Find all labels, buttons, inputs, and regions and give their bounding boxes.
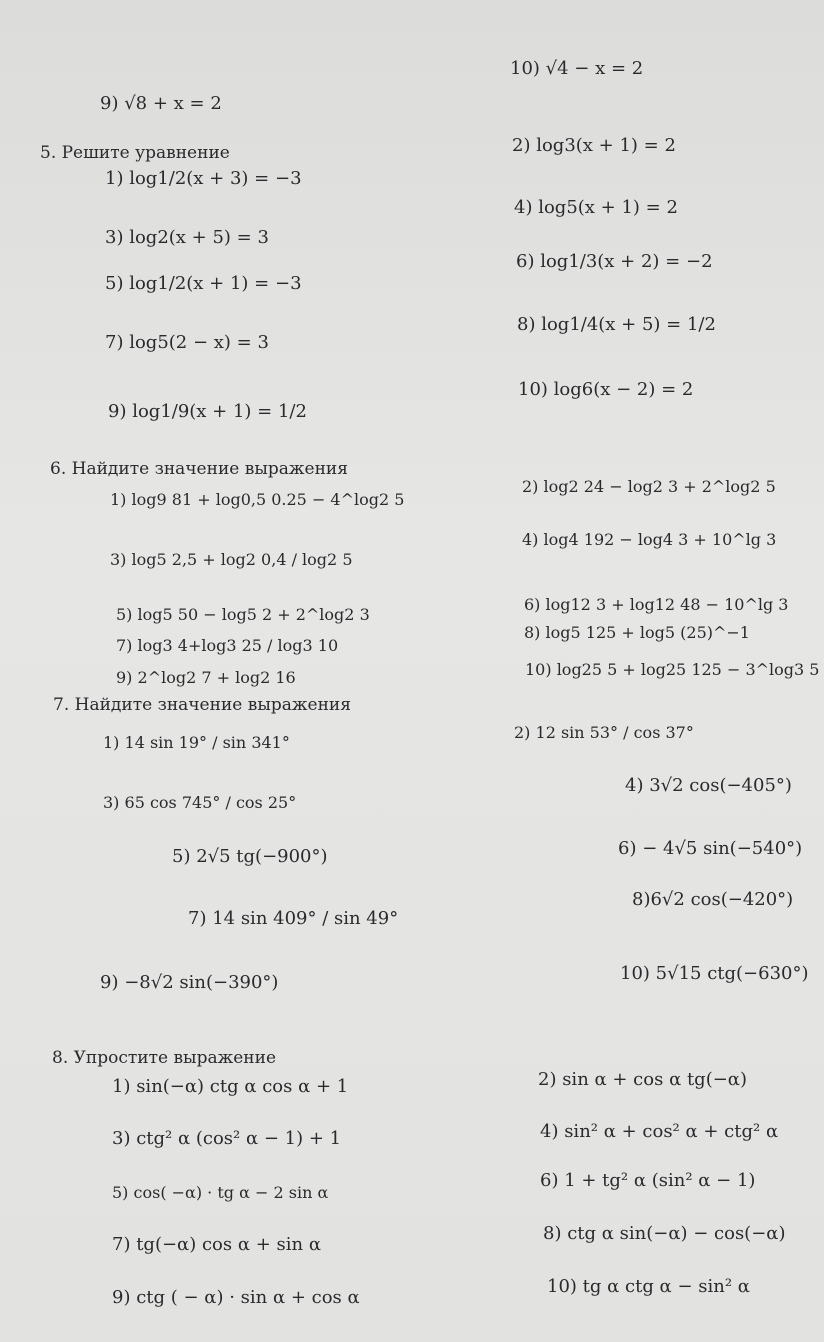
pre-item-10: 10) √4 − x = 2 [510,58,644,79]
pre-item-9: 9) √8 + x = 2 [100,93,222,114]
sec5-item-4: 4) log5(x + 1) = 2 [514,197,678,218]
sec7-item-5: 5) 2√5 tg(−900°) [172,846,328,867]
section-6-title: 6. Найдите значение выражения [50,459,348,479]
sec5-item-10: 10) log6(x − 2) = 2 [518,379,694,400]
sec5-item-1: 1) log1/2(x + 3) = −3 [105,168,302,189]
sec5-item-8: 8) log1/4(x + 5) = 1/2 [517,314,716,335]
sec5-item-3: 3) log2(x + 5) = 3 [105,227,269,248]
sec6-item-8: 8) log5 125 + log5 (25)^−1 [524,623,750,642]
sec8-item-9: 9) ctg ( − α) · sin α + cos α [112,1287,360,1308]
sec7-item-10: 10) 5√15 ctg(−630°) [620,963,809,984]
section-5-title: 5. Решите уравнение [40,143,230,163]
sec7-item-2: 2) 12 sin 53° / cos 37° [514,723,694,742]
sec8-item-10: 10) tg α ctg α − sin² α [547,1276,750,1297]
sec8-item-2: 2) sin α + cos α tg(−α) [538,1069,747,1090]
sec5-item-9: 9) log1/9(x + 1) = 1/2 [108,401,307,422]
sec8-item-8: 8) ctg α sin(−α) − cos(−α) [543,1223,786,1244]
sec5-item-7: 7) log5(2 − x) = 3 [105,332,269,353]
section-8-title: 8. Упростите выражение [52,1048,277,1068]
sec6-item-6: 6) log12 3 + log12 48 − 10^lg 3 [524,595,789,614]
sec7-item-1: 1) 14 sin 19° / sin 341° [103,733,290,752]
sec7-item-7: 7) 14 sin 409° / sin 49° [188,908,399,929]
sec8-item-1: 1) sin(−α) ctg α cos α + 1 [112,1076,349,1097]
section-7-title: 7. Найдите значение выражения [53,695,351,715]
sec6-item-1: 1) log9 81 + log0,5 0.25 − 4^log2 5 [110,490,405,509]
sec6-item-7: 7) log3 4+log3 25 / log3 10 [116,636,339,655]
sec7-item-3: 3) 65 cos 745° / cos 25° [103,793,297,812]
sec8-item-6: 6) 1 + tg² α (sin² α − 1) [540,1170,756,1191]
sec7-item-8: 8)6√2 cos(−420°) [632,889,794,910]
sec5-item-5: 5) log1/2(x + 1) = −3 [105,273,302,294]
sec7-item-4: 4) 3√2 cos(−405°) [625,775,792,796]
sec6-item-9: 9) 2^log2 7 + log2 16 [116,668,296,687]
sec8-item-7: 7) tg(−α) cos α + sin α [112,1234,321,1255]
sec6-item-3: 3) log5 2,5 + log2 0,4 / log2 5 [110,550,353,569]
sec7-item-9: 9) −8√2 sin(−390°) [100,972,279,993]
sec6-item-2: 2) log2 24 − log2 3 + 2^log2 5 [522,477,776,496]
sec5-item-2: 2) log3(x + 1) = 2 [512,135,676,156]
sec8-item-4: 4) sin² α + cos² α + ctg² α [540,1121,779,1142]
sec6-item-10: 10) log25 5 + log25 125 − 3^log3 5 [525,660,820,679]
sec6-item-4: 4) log4 192 − log4 3 + 10^lg 3 [522,530,777,549]
sec5-item-6: 6) log1/3(x + 2) = −2 [516,251,713,272]
sec8-item-5: 5) cos( −α) · tg α − 2 sin α [112,1183,329,1202]
sec8-item-3: 3) ctg² α (cos² α − 1) + 1 [112,1128,342,1149]
sec7-item-6: 6) − 4√5 sin(−540°) [618,838,803,859]
sec6-item-5: 5) log5 50 − log5 2 + 2^log2 3 [116,605,370,624]
